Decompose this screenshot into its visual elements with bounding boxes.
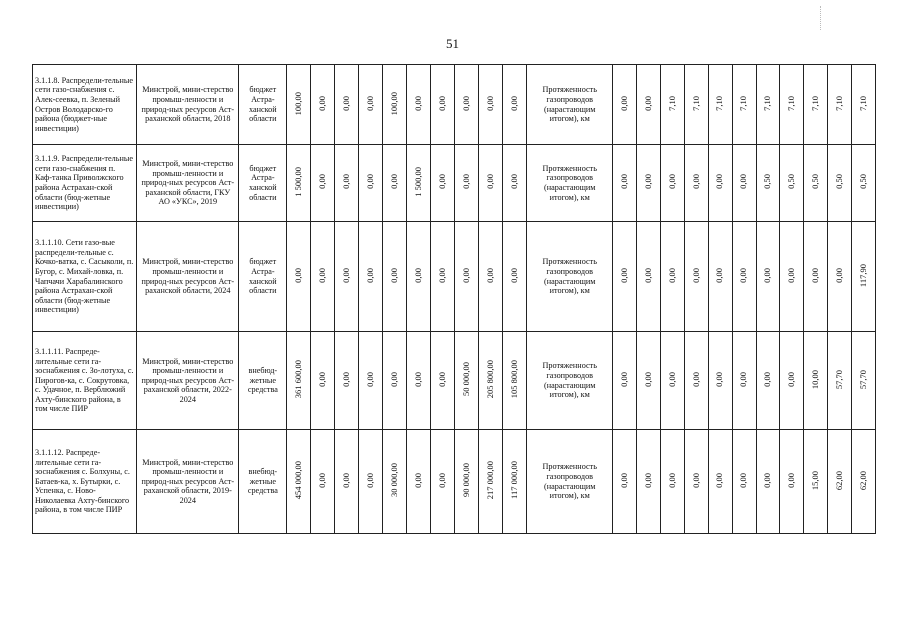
- indicator-value-cell-text: 7,10: [666, 95, 677, 111]
- funding-value-cell: [359, 430, 383, 534]
- indicator-value-cell: [828, 332, 852, 430]
- funding-value-cell-text: 0,00: [364, 267, 375, 283]
- indicator-value-cell-text: 0,00: [762, 472, 773, 488]
- page-number: 51: [446, 36, 459, 51]
- measure-name-cell: 3.1.1.12. Распреде-лительные сети га-зоснабжения с. Болхуны, с. Батаев-ка, х. Бутырки, с. Успенка, с. Ново-Николаевка Ахту-бинского района, в том числе ПИР: [33, 430, 137, 534]
- indicator-value-cell: [661, 430, 685, 534]
- funding-value-cell-text: 0,00: [460, 267, 471, 283]
- funding-value-cell: [383, 430, 407, 534]
- indicator-value-cell: [780, 145, 804, 222]
- indicator-value-cell-text: 0,00: [642, 371, 653, 387]
- funding-value-cell-text: 0,00: [340, 95, 351, 111]
- funding-source-cell: внебюд-жетные средства: [239, 332, 287, 430]
- indicator-value-cell-text: 10,00: [809, 369, 820, 389]
- funding-value-cell: [407, 222, 431, 332]
- funding-value-cell: [359, 145, 383, 222]
- funding-value-cell-text: 0,00: [508, 174, 519, 190]
- indicator-value-cell: [828, 65, 852, 145]
- indicator-value-cell: [828, 145, 852, 222]
- indicator-value-cell-text: 7,10: [690, 95, 701, 111]
- funding-value-cell-text: 0,00: [460, 174, 471, 190]
- indicator-value-cell-text: 62,00: [857, 470, 868, 490]
- funding-value-cell-text: 0,00: [388, 174, 399, 190]
- indicator-value-cell-text: 0,50: [762, 174, 773, 190]
- funding-value-cell-text: 0,00: [412, 371, 423, 387]
- funding-value-cell: [287, 332, 311, 430]
- funding-value-cell-text: 361 600,00: [292, 360, 303, 399]
- indicator-value-cell-text: 0,00: [762, 267, 773, 283]
- indicator-name-cell: Протяженность газопроводов (нарастающим итогом), км: [526, 332, 613, 430]
- indicator-value-cell: [732, 145, 756, 222]
- indicator-value-cell-text: 15,00: [809, 470, 820, 490]
- funding-value-cell-text: 205 800,00: [484, 360, 495, 399]
- funding-value-cell-text: 0,00: [316, 267, 327, 283]
- funding-value-cell: [503, 332, 527, 430]
- executor-cell: Минстрой, мини-стерство промыш-ленности и природ-ных ресурсов Аст-раханской области, 2022-2024: [137, 332, 239, 430]
- indicator-value-cell-text: 0,00: [690, 472, 701, 488]
- indicator-value-cell: [708, 65, 732, 145]
- program-table: [32, 64, 876, 534]
- funding-value-cell: [431, 430, 455, 534]
- indicator-value-cell: [851, 222, 875, 332]
- indicator-value-cell: [804, 332, 828, 430]
- indicator-value-cell-text: 0,00: [619, 95, 630, 111]
- indicator-value-cell-text: 0,00: [786, 371, 797, 387]
- indicator-value-cell: [613, 430, 637, 534]
- funding-value-cell-text: 0,00: [364, 472, 375, 488]
- indicator-value-cell-text: 0,00: [714, 267, 725, 283]
- indicator-value-cell-text: 0,00: [666, 472, 677, 488]
- indicator-value-cell: [756, 222, 780, 332]
- indicator-value-cell: [780, 332, 804, 430]
- indicator-value-cell: [851, 65, 875, 145]
- funding-value-cell: [383, 222, 407, 332]
- indicator-value-cell-text: 0,00: [738, 472, 749, 488]
- funding-value-cell: [287, 145, 311, 222]
- table-row: [33, 222, 876, 332]
- funding-value-cell: [455, 65, 479, 145]
- indicator-value-cell-text: 0,00: [690, 267, 701, 283]
- funding-value-cell: [431, 145, 455, 222]
- indicator-value-cell: [851, 145, 875, 222]
- measure-name-cell: 3.1.1.9. Распредели-тельные сети газо-снабжения п. Каф-танка Приволжского района Астрахан-ской области (бюд-жетные инвестиции): [33, 145, 137, 222]
- funding-value-cell: [407, 65, 431, 145]
- indicator-value-cell: [851, 332, 875, 430]
- indicator-value-cell-text: 0,50: [786, 174, 797, 190]
- indicator-name-cell: Протяженность газопроводов (нарастающим итогом), км: [526, 145, 613, 222]
- funding-value-cell-text: 0,00: [316, 371, 327, 387]
- funding-value-cell-text: 0,00: [388, 371, 399, 387]
- indicator-value-cell-text: 62,00: [833, 470, 844, 490]
- indicator-value-cell-text: 0,00: [642, 174, 653, 190]
- funding-value-cell: [455, 332, 479, 430]
- indicator-value-cell-text: 57,70: [833, 369, 844, 389]
- indicator-value-cell-text: 0,00: [738, 371, 749, 387]
- indicator-value-cell: [613, 332, 637, 430]
- funding-value-cell-text: 0,00: [484, 95, 495, 111]
- indicator-value-cell: [780, 430, 804, 534]
- funding-value-cell: [407, 145, 431, 222]
- measure-name-cell: 3.1.1.8. Распредели-тельные сети газо-снабжения с. Алек-сеевка, п. Зеленый Остров Володарско-го района (бюджет-ные инвестиции): [33, 65, 137, 145]
- funding-value-cell: [503, 65, 527, 145]
- funding-value-cell: [407, 332, 431, 430]
- indicator-value-cell: [756, 65, 780, 145]
- indicator-value-cell: [780, 65, 804, 145]
- indicator-value-cell-text: 0,00: [666, 174, 677, 190]
- indicator-value-cell: [661, 222, 685, 332]
- funding-value-cell-text: 0,00: [292, 267, 303, 283]
- funding-value-cell: [383, 332, 407, 430]
- table-row: [33, 145, 876, 222]
- funding-value-cell-text: 0,00: [364, 95, 375, 111]
- executor-cell: Минстрой, мини-стерство промыш-ленности и природ-ных ресурсов Аст-раханской области, 2019-2024: [137, 430, 239, 534]
- funding-value-cell-text: 0,00: [364, 174, 375, 190]
- funding-value-cell-text: 117 000,00: [508, 461, 519, 500]
- funding-value-cell: [359, 332, 383, 430]
- indicator-value-cell: [685, 145, 709, 222]
- indicator-value-cell: [661, 145, 685, 222]
- funding-value-cell: [431, 65, 455, 145]
- executor-cell: Минстрой, мини-стерство промыш-ленности и природ-ных ресурсов Аст-раханской области, ГКУ АО «УКС», 2019: [137, 145, 239, 222]
- funding-value-cell: [335, 430, 359, 534]
- funding-value-cell: [311, 430, 335, 534]
- funding-value-cell-text: 454 000,00: [292, 461, 303, 500]
- indicator-value-cell: [708, 145, 732, 222]
- funding-value-cell: [359, 65, 383, 145]
- indicator-value-cell-text: 0,00: [666, 267, 677, 283]
- funding-value-cell: [359, 222, 383, 332]
- indicator-value-cell: [756, 430, 780, 534]
- indicator-value-cell: [732, 65, 756, 145]
- indicator-value-cell: [828, 430, 852, 534]
- funding-value-cell: [311, 145, 335, 222]
- funding-value-cell-text: 0,00: [436, 472, 447, 488]
- executor-cell: Минстрой, мини-стерство промыш-ленности и природ-ных ресурсов Аст-раханской области, 2018: [137, 65, 239, 145]
- indicator-value-cell-text: 0,50: [833, 174, 844, 190]
- table-body: [33, 65, 876, 534]
- funding-value-cell: [455, 222, 479, 332]
- funding-value-cell: [383, 65, 407, 145]
- funding-value-cell: [479, 65, 503, 145]
- funding-value-cell-text: 0,00: [316, 174, 327, 190]
- funding-value-cell-text: 0,00: [340, 267, 351, 283]
- indicator-value-cell: [732, 430, 756, 534]
- indicator-value-cell: [708, 430, 732, 534]
- indicator-value-cell-text: 7,10: [762, 95, 773, 111]
- indicator-value-cell: [780, 222, 804, 332]
- table-row: [33, 332, 876, 430]
- funding-value-cell: [287, 430, 311, 534]
- funding-value-cell-text: 0,00: [484, 174, 495, 190]
- indicator-value-cell-text: 0,00: [690, 174, 701, 190]
- indicator-value-cell: [756, 332, 780, 430]
- funding-value-cell-text: 0,00: [412, 95, 423, 111]
- funding-value-cell: [479, 332, 503, 430]
- indicator-name-cell: Протяженность газопроводов (нарастающим итогом), км: [526, 65, 613, 145]
- indicator-value-cell: [804, 65, 828, 145]
- indicator-value-cell-text: 7,10: [833, 95, 844, 111]
- scan-artifact: [820, 6, 827, 30]
- indicator-value-cell-text: 57,70: [857, 369, 868, 389]
- indicator-value-cell: [613, 222, 637, 332]
- indicator-value-cell-text: 0,00: [642, 95, 653, 111]
- indicator-value-cell: [637, 145, 661, 222]
- funding-value-cell: [311, 332, 335, 430]
- indicator-value-cell: [613, 145, 637, 222]
- indicator-value-cell: [732, 222, 756, 332]
- indicator-value-cell-text: 7,10: [714, 95, 725, 111]
- funding-value-cell: [335, 65, 359, 145]
- funding-value-cell: [431, 222, 455, 332]
- funding-value-cell-text: 105 800,00: [508, 360, 519, 399]
- indicator-value-cell: [804, 222, 828, 332]
- funding-value-cell: [311, 222, 335, 332]
- funding-value-cell-text: 0,00: [436, 95, 447, 111]
- funding-source-cell: внебюд-жетные средства: [239, 430, 287, 534]
- indicator-value-cell-text: 0,00: [619, 174, 630, 190]
- indicator-value-cell: [708, 332, 732, 430]
- funding-value-cell: [335, 145, 359, 222]
- indicator-name-cell: Протяженность газопроводов (нарастающим итогом), км: [526, 430, 613, 534]
- measure-name-cell: 3.1.1.10. Сети газо-вые распредели-тельные с. Кочко-ватка, с. Сасыколи, п. Бугор, с. Михай-ловка, п. Чапчачи Харабалинского района Астрахан-ской области (бюд-жетные инвестиции): [33, 222, 137, 332]
- funding-value-cell-text: 0,00: [340, 472, 351, 488]
- funding-value-cell-text: 0,00: [412, 267, 423, 283]
- indicator-value-cell: [685, 65, 709, 145]
- indicator-value-cell-text: 0,00: [786, 472, 797, 488]
- indicator-value-cell-text: 0,00: [619, 472, 630, 488]
- funding-value-cell: [335, 332, 359, 430]
- funding-value-cell-text: 0,00: [316, 95, 327, 111]
- funding-value-cell: [455, 145, 479, 222]
- funding-value-cell-text: 0,00: [388, 267, 399, 283]
- indicator-value-cell-text: 0,00: [619, 371, 630, 387]
- funding-value-cell: [455, 430, 479, 534]
- indicator-value-cell-text: 117,90: [857, 263, 868, 287]
- table-row: [33, 65, 876, 145]
- indicator-value-cell: [661, 332, 685, 430]
- funding-value-cell: [479, 145, 503, 222]
- indicator-value-cell: [708, 222, 732, 332]
- indicator-value-cell-text: 0,00: [714, 472, 725, 488]
- indicator-value-cell: [613, 65, 637, 145]
- table-row: [33, 430, 876, 534]
- funding-value-cell-text: 0,00: [316, 472, 327, 488]
- funding-value-cell-text: 30 000,00: [388, 463, 399, 498]
- indicator-value-cell: [804, 145, 828, 222]
- funding-value-cell: [287, 222, 311, 332]
- funding-value-cell: [479, 430, 503, 534]
- funding-value-cell-text: 0,00: [436, 371, 447, 387]
- funding-value-cell-text: 0,00: [508, 95, 519, 111]
- funding-value-cell: [479, 222, 503, 332]
- indicator-value-cell-text: 0,00: [786, 267, 797, 283]
- indicator-value-cell-text: 0,50: [809, 174, 820, 190]
- indicator-value-cell: [804, 430, 828, 534]
- indicator-value-cell: [637, 332, 661, 430]
- executor-cell: Минстрой, мини-стерство промыш-ленности и природ-ных ресурсов Аст-раханской области, 2024: [137, 222, 239, 332]
- funding-value-cell-text: 217 000,00: [484, 461, 495, 500]
- indicator-value-cell-text: 0,00: [666, 371, 677, 387]
- indicator-value-cell: [685, 222, 709, 332]
- indicator-value-cell-text: 7,10: [786, 95, 797, 111]
- funding-value-cell-text: 0,00: [436, 267, 447, 283]
- measure-name-cell: 3.1.1.11. Распреде-лительные сети га-зоснабжения с. Зо-лотуха, с. Пирогов-ка, с. Сокрутовка, с. Удачное, п. Верблюжий Ахту-бинского района, в том числе ПИР: [33, 332, 137, 430]
- indicator-value-cell-text: 0,00: [714, 371, 725, 387]
- funding-value-cell-text: 1 500,00: [412, 166, 423, 197]
- funding-value-cell-text: 1 500,00: [292, 166, 303, 197]
- funding-source-cell: бюджет Астра-ханской области: [239, 145, 287, 222]
- funding-value-cell-text: 0,00: [340, 371, 351, 387]
- funding-value-cell: [287, 65, 311, 145]
- indicator-value-cell-text: 7,10: [738, 95, 749, 111]
- funding-value-cell: [335, 222, 359, 332]
- funding-value-cell-text: 0,00: [412, 472, 423, 488]
- indicator-value-cell-text: 7,10: [809, 95, 820, 111]
- funding-value-cell: [407, 430, 431, 534]
- funding-value-cell-text: 100,00: [292, 91, 303, 115]
- indicator-value-cell-text: 0,00: [738, 267, 749, 283]
- funding-value-cell-text: 0,00: [364, 371, 375, 387]
- indicator-value-cell-text: 0,00: [642, 472, 653, 488]
- indicator-value-cell-text: 0,00: [619, 267, 630, 283]
- indicator-value-cell-text: 0,00: [738, 174, 749, 190]
- indicator-value-cell: [732, 332, 756, 430]
- funding-value-cell-text: 0,00: [460, 95, 471, 111]
- indicator-value-cell: [637, 430, 661, 534]
- funding-value-cell-text: 50 000,00: [460, 362, 471, 397]
- funding-value-cell: [503, 222, 527, 332]
- funding-value-cell-text: 0,00: [340, 174, 351, 190]
- indicator-name-cell: Протяженность газопроводов (нарастающим итогом), км: [526, 222, 613, 332]
- indicator-value-cell-text: 0,00: [642, 267, 653, 283]
- funding-value-cell: [383, 145, 407, 222]
- indicator-value-cell: [661, 65, 685, 145]
- indicator-value-cell-text: 0,50: [857, 174, 868, 190]
- indicator-value-cell-text: 0,00: [809, 267, 820, 283]
- indicator-value-cell: [637, 222, 661, 332]
- funding-value-cell-text: 0,00: [484, 267, 495, 283]
- funding-value-cell-text: 0,00: [508, 267, 519, 283]
- indicator-value-cell: [828, 222, 852, 332]
- funding-value-cell-text: 100,00: [388, 91, 399, 115]
- indicator-value-cell: [851, 430, 875, 534]
- funding-value-cell: [311, 65, 335, 145]
- funding-value-cell-text: 90 000,00: [460, 463, 471, 498]
- indicator-value-cell-text: 0,00: [762, 371, 773, 387]
- indicator-value-cell: [756, 145, 780, 222]
- funding-source-cell: бюджет Астра-ханской области: [239, 65, 287, 145]
- indicator-value-cell: [685, 332, 709, 430]
- indicator-value-cell: [685, 430, 709, 534]
- indicator-value-cell-text: 7,10: [857, 95, 868, 111]
- indicator-value-cell-text: 0,00: [690, 371, 701, 387]
- funding-source-cell: бюджет Астра-ханской области: [239, 222, 287, 332]
- indicator-value-cell: [637, 65, 661, 145]
- funding-value-cell-text: 0,00: [436, 174, 447, 190]
- funding-value-cell: [431, 332, 455, 430]
- funding-value-cell: [503, 430, 527, 534]
- funding-value-cell: [503, 145, 527, 222]
- indicator-value-cell-text: 0,00: [714, 174, 725, 190]
- indicator-value-cell-text: 0,00: [833, 267, 844, 283]
